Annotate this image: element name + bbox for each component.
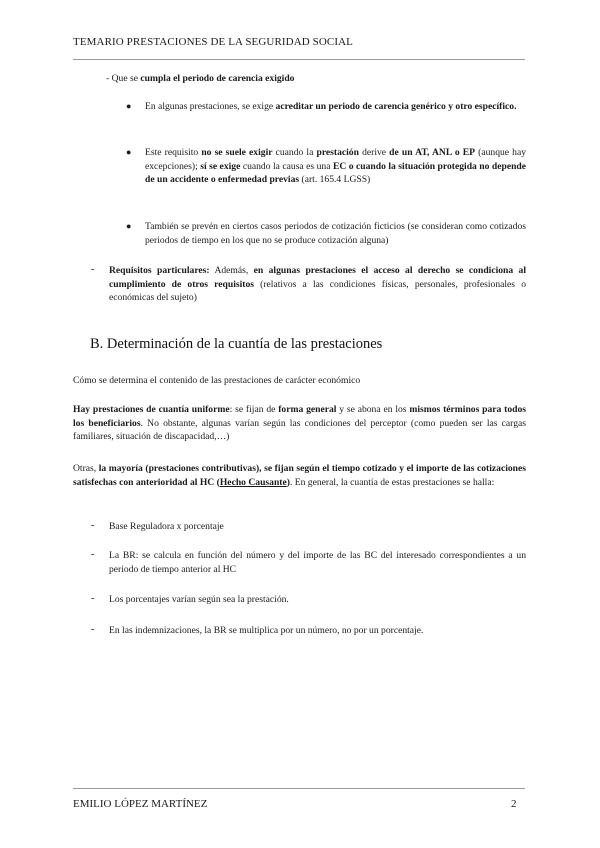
footer-author: EMILIO LÓPEZ MARTÍNEZ	[73, 798, 208, 810]
requisitos-bold: Requisitos particulares:	[109, 265, 210, 276]
header-title: TEMARIO PRESTACIONES DE LA SEGURIDAD SOCIAL	[73, 36, 353, 48]
footer-divider	[73, 788, 525, 789]
bullet-dot: ●	[126, 147, 132, 157]
carencia-intro-text: - Que se	[106, 73, 141, 84]
bullet-2-bold: prestación	[316, 147, 359, 158]
p2-text: Otras,	[73, 463, 99, 474]
p1-text: : se fijan de	[229, 404, 279, 415]
section-b-heading: B. Determinación de la cuantía de las prestaciones	[90, 336, 383, 352]
p1-text: y se abona en los	[336, 404, 410, 415]
bullet-1-bold: acreditar un periodo de carencia genérico y otro específico.	[275, 101, 517, 112]
requisitos-bold: en algunas prestaciones el acceso al derecho se condiciona al cumplimiento de otros requisitos	[109, 265, 527, 290]
bullet-2-text: cuando la causa es una	[240, 160, 333, 172]
carencia-bullet-1	[145, 100, 526, 114]
list-item: En las indemnizaciones, la BR se multiplica por un número, no por un porcentaje.	[109, 625, 424, 636]
list-dash: -	[91, 549, 95, 560]
p2-bold: )	[286, 476, 290, 488]
bullet-1-text: En algunas prestaciones, se exige	[145, 101, 276, 112]
list-dash: -	[91, 520, 95, 531]
list-item: Los porcentajes varían según sea la prestación.	[109, 594, 289, 605]
requisitos-text: (relativos a las condiciones físicas, personales, profesionales o económicas del sujeto)	[109, 278, 526, 303]
p2-text: . En general, la cuantía de estas prestaciones se halla:	[289, 476, 495, 488]
page-number: 2	[511, 798, 517, 810]
requisitos-paragraph	[109, 264, 526, 305]
bullet-2-bold: EC o cuando la situación protegida no depende de un accidente o enfermedad previas	[145, 160, 527, 185]
bullet-2-text: derive	[358, 147, 390, 158]
section-b-intro: Cómo se determina el contenido de las prestaciones de carácter económico	[73, 375, 361, 386]
bullet-2-bold: no se suele exigir	[201, 147, 273, 158]
list-item: La BR: se calcula en función del número y del importe de las BC del interesado correspondientes a un periodo de tiempo anterior al HC	[109, 550, 526, 575]
hecho-causante-term: Hecho Causante	[219, 476, 287, 488]
contributive-paragraph	[73, 462, 526, 489]
uniform-paragraph	[73, 403, 526, 444]
list-dash: -	[91, 264, 95, 275]
p1-bold: mismos términos para todos los beneficiarios	[73, 404, 527, 429]
list-item: Base Reguladora x porcentaje	[109, 521, 224, 532]
bullet-2-bold: de un AT, ANL o EP	[389, 147, 476, 158]
requisitos-text: Además,	[209, 265, 254, 276]
bullet-2-text: Este requisito	[145, 147, 202, 158]
list-dash: -	[91, 624, 95, 635]
bullet-2-text: (art. 165.4 LGSS)	[299, 174, 371, 185]
bullet-2-bold: sí se exige	[200, 160, 241, 172]
p1-bold: forma general	[278, 404, 337, 415]
bullet-2-text: (aunque hay excepciones);	[145, 147, 527, 172]
carencia-bullet-3: También se prevén en ciertos casos periodos de cotización ficticios (se consideran como cotizados periodos de tiempo en los que no se produce cotización alguna)	[145, 221, 526, 246]
p1-text: . No obstante, algunas varían según las condiciones del perceptor (como pueden ser las cargas familiares, situación de discapacidad,…)	[73, 417, 526, 442]
p1-bold: Hay prestaciones de cuantía uniforme	[73, 404, 230, 415]
carencia-intro	[106, 72, 526, 86]
carencia-bullet-2	[145, 146, 526, 187]
carencia-intro-bold: cumpla el periodo de carencia exigido	[140, 73, 295, 84]
bullet-2-text: cuando la	[272, 147, 317, 158]
bullet-dot: ●	[126, 101, 132, 111]
header-divider	[73, 59, 525, 60]
bullet-dot: ●	[126, 221, 132, 231]
list-dash: -	[91, 593, 95, 604]
p2-bold: la mayoría (prestaciones contributivas), se fijan según el tiempo cotizado y el importe de las cotizaciones satisfechas con anterioridad al HC (	[73, 463, 527, 488]
